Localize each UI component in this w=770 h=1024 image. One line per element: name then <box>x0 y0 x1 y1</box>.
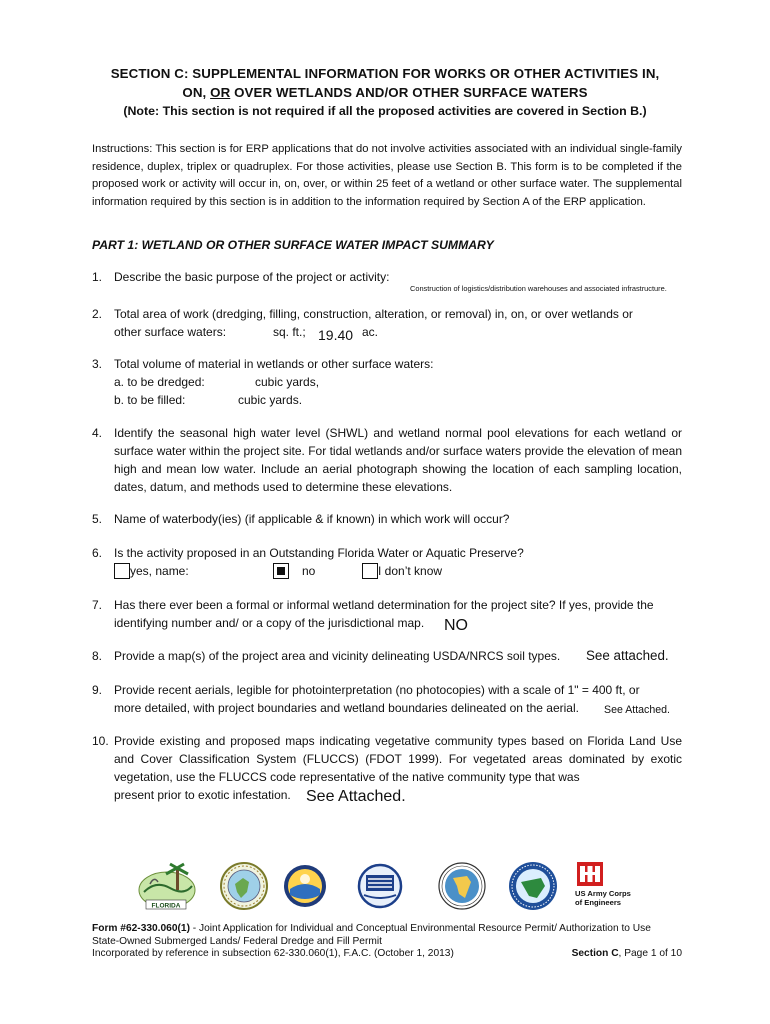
footer-line2: State-Owned Submerged Lands/ Federal Dredge and Fill Permit <box>92 935 382 947</box>
q6-dont-know-label: I don’t know <box>378 564 443 578</box>
water-district-seal-1 <box>219 858 269 914</box>
part-title: PART 1: WETLAND OR OTHER SURFACE WATER IMPACT SUMMARY <box>92 238 494 252</box>
q1-number: 1. <box>92 270 103 284</box>
q7-line2: identifying number and/ or a copy of the jurisdictional map. <box>114 616 425 630</box>
q3-filled-label: b. to be filled: <box>114 393 186 407</box>
q7-number: 7. <box>92 598 103 612</box>
section-title-line1: SECTION C: SUPPLEMENTAL INFORMATION FOR WORKS OR OTHER ACTIVITIES IN, <box>110 66 660 81</box>
water-district-seal-5 <box>507 860 559 912</box>
q6-number: 6. <box>92 546 103 560</box>
footer-page-label: , Page 1 of 10 <box>618 948 682 959</box>
q1-text: Describe the basic purpose of the project or activity: <box>114 270 390 284</box>
q2-acres-answer[interactable]: 19.40 <box>318 327 354 343</box>
q2-ac-label: ac. <box>362 325 379 339</box>
usace-line2: of Engineers <box>575 898 621 907</box>
q3-dredged-label: a. to be dredged: <box>114 375 205 389</box>
q2-line1: Total area of work (dredging, filling, construction, alteration, or removal) in, on, or over wetlands or <box>114 307 633 321</box>
q10-answer[interactable]: See Attached. <box>306 788 406 805</box>
florida-dep-logo <box>136 862 198 914</box>
q9-line2: more detailed, with project boundaries and wetland boundaries delineated on the aerial. <box>114 701 579 715</box>
instructions-text: Instructions: This section is for ERP applications that do not involve activities associated with an individual single-family residence, duplex, triplex or quadruplex. For those activities, please use Section B. This form is to be completed if the proposed work or activity will occur in, on, over, or within 25 feet of a wetland or other surface water. The supplemental information required by this section is in addition to the information required by Section A of the ERP application. <box>92 143 682 208</box>
q2-number: 2. <box>92 307 103 321</box>
section-note: (Note: This section is not required if all the proposed activities are covered in Section B.) <box>123 104 647 118</box>
footer-form-title: - Joint Application for Individual and Conceptual Environmental Resource Permit/ Authorization to Use <box>189 923 651 934</box>
footer-line3: Incorporated by reference in subsection 62-330.060(1), F.A.C. (October 1, 2013) <box>92 948 454 960</box>
q1-answer[interactable]: Construction of logistics/distribution warehouses and associated infrastructure. <box>410 284 667 293</box>
section-title-line2 <box>0 85 770 100</box>
form-footer <box>92 923 682 961</box>
usace-line1: US Army Corps <box>575 889 631 898</box>
q7-line1: Has there ever been a formal or informal wetland determination for the project site? If yes, provide the <box>114 598 654 612</box>
q6-yes-checkbox[interactable] <box>114 563 130 579</box>
footer-page-number <box>572 948 682 961</box>
q10-last-line: present prior to exotic infestation. <box>114 788 291 802</box>
footer-form-number: Form #62-330.060(1) <box>92 923 190 934</box>
q9-answer[interactable]: See Attached. <box>604 704 670 716</box>
q6-dont-know-checkbox[interactable] <box>362 563 378 579</box>
q6-text: Is the activity proposed in an Outstanding Florida Water or Aquatic Preserve? <box>114 546 524 560</box>
agency-logos-row <box>0 858 770 918</box>
q2-sqft-label: sq. ft.; <box>273 325 306 339</box>
us-army-corps-logo <box>573 862 635 916</box>
title-line2-or: OR <box>210 85 231 100</box>
footer-section-label: Section C <box>571 948 619 959</box>
q7-answer[interactable]: NO <box>444 617 468 634</box>
q3-line1: Total volume of material in wetlands or other surface waters: <box>114 357 434 371</box>
q10-text: Provide existing and proposed maps indicating vegetative community types based on Florida Land Use and Cover Classification System (FLUCCS) (FDOT 1999). For vegetated areas dominated by exotic vegetation, use the FLUCCS code representative of the native community type that was <box>114 734 682 784</box>
q8-text: Provide a map(s) of the project area and vicinity delineating USDA/NRCS soil types. <box>114 649 561 663</box>
title-line2-post: OVER WETLANDS AND/OR OTHER SURFACE WATERS <box>230 85 588 100</box>
q3-number: 3. <box>92 357 103 371</box>
q9-number: 9. <box>92 683 103 697</box>
q6-no-label: no <box>302 564 316 578</box>
q8-answer[interactable]: See attached. <box>586 648 669 663</box>
q5-text: Name of waterbody(ies) (if applicable & if known) in which work will occur? <box>114 512 510 526</box>
q9-line1: Provide recent aerials, legible for photointerpretation (no photocopies) with a scale of 1" = 400 ft, or <box>114 683 640 697</box>
q8-number: 8. <box>92 649 103 663</box>
water-district-seal-4 <box>437 860 487 912</box>
q6-yes-label: yes, name: <box>130 564 189 578</box>
q4-text: Identify the seasonal high water level (SHWL) and wetland normal pool elevations for each wetland or surface water within the project site. For tidal wetlands and/or surface waters provide the elevation of mean high and mean low water. Include an aerial photograph showing the location of each sampling location, dates, datum, and methods used to determine these elevations. <box>114 426 682 494</box>
title-line2-pre: ON, <box>182 85 211 100</box>
q2-line2-label: other surface waters: <box>114 325 227 339</box>
q10-number: 10. <box>92 734 109 748</box>
q6-no-checkbox[interactable] <box>273 563 289 579</box>
water-district-seal-3 <box>354 863 406 909</box>
q4-number: 4. <box>92 426 103 440</box>
q5-number: 5. <box>92 512 103 526</box>
footer-line1 <box>92 923 682 936</box>
florida-logo-text: FLORIDA <box>151 902 181 910</box>
q3-filled-unit: cubic yards. <box>238 393 303 407</box>
q3-dredged-unit: cubic yards, <box>255 375 320 389</box>
water-district-seal-2 <box>282 861 328 911</box>
